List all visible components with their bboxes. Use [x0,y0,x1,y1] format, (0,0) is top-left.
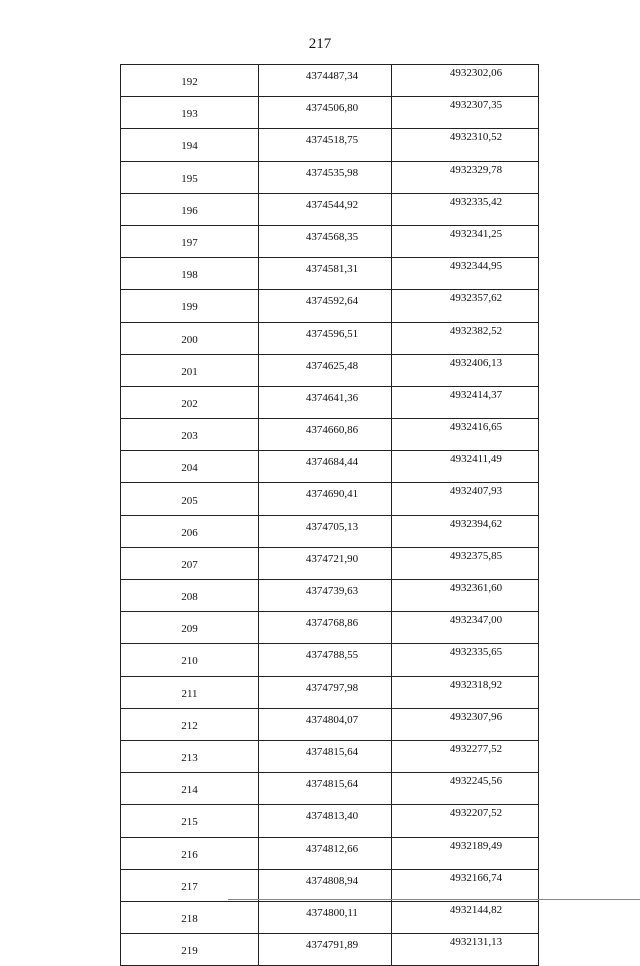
table-row [121,97,539,129]
point-number-cell: 218 [121,901,259,933]
y-coordinate-cell: 4932414,37 [392,386,539,418]
x-coordinate-cell: 4374813,40 [259,805,392,837]
x-coordinate-cell: 4374684,44 [259,451,392,483]
y-coordinate-cell: 4932344,95 [392,258,539,290]
point-number-cell: 194 [121,129,259,161]
x-coordinate-cell: 4374812,66 [259,837,392,869]
table-row [121,773,539,805]
point-number-cell: 192 [121,65,259,97]
table-row [121,258,539,290]
x-coordinate-cell: 4374815,64 [259,740,392,772]
point-number-cell: 204 [121,451,259,483]
point-number-cell: 197 [121,225,259,257]
y-coordinate-cell: 4932302,06 [392,65,539,97]
point-number-cell: 196 [121,193,259,225]
point-number-cell: 202 [121,386,259,418]
x-coordinate-cell: 4374544,92 [259,193,392,225]
y-coordinate-cell: 4932411,49 [392,451,539,483]
table-row [121,322,539,354]
table-row [121,483,539,515]
x-coordinate-cell: 4374660,86 [259,419,392,451]
point-number-cell: 213 [121,740,259,772]
table-row [121,676,539,708]
table-row [121,740,539,772]
table-row [121,354,539,386]
table-row [121,419,539,451]
table-row [121,547,539,579]
point-number-cell: 217 [121,869,259,901]
table-row [121,934,539,966]
point-number-cell: 195 [121,161,259,193]
table-row [121,65,539,97]
y-coordinate-cell: 4932357,62 [392,290,539,322]
y-coordinate-cell: 4932166,74 [392,869,539,901]
point-number-cell: 219 [121,934,259,966]
y-coordinate-cell: 4932394,62 [392,515,539,547]
x-coordinate-cell: 4374535,98 [259,161,392,193]
table-row [121,805,539,837]
x-coordinate-cell: 4374815,64 [259,773,392,805]
coordinates-table [120,64,539,966]
x-coordinate-cell: 4374625,48 [259,354,392,386]
y-coordinate-cell: 4932307,96 [392,708,539,740]
x-coordinate-cell: 4374791,89 [259,934,392,966]
x-coordinate-cell: 4374739,63 [259,580,392,612]
x-coordinate-cell: 4374506,80 [259,97,392,129]
x-coordinate-cell: 4374568,35 [259,225,392,257]
table-row [121,708,539,740]
x-coordinate-cell: 4374487,34 [259,65,392,97]
table-row [121,612,539,644]
coordinates-table-container [120,64,538,966]
table-row [121,161,539,193]
y-coordinate-cell: 4932347,00 [392,612,539,644]
point-number-cell: 212 [121,708,259,740]
y-coordinate-cell: 4932375,85 [392,547,539,579]
table-row [121,129,539,161]
x-coordinate-cell: 4374596,51 [259,322,392,354]
y-coordinate-cell: 4932207,52 [392,805,539,837]
table-row [121,901,539,933]
table-row [121,644,539,676]
y-coordinate-cell: 4932382,52 [392,322,539,354]
table-row [121,580,539,612]
x-coordinate-cell: 4374804,07 [259,708,392,740]
x-coordinate-cell: 4374800,11 [259,901,392,933]
point-number-cell: 211 [121,676,259,708]
point-number-cell: 201 [121,354,259,386]
table-row [121,837,539,869]
point-number-cell: 198 [121,258,259,290]
y-coordinate-cell: 4932245,56 [392,773,539,805]
point-number-cell: 207 [121,547,259,579]
y-coordinate-cell: 4932361,60 [392,580,539,612]
x-coordinate-cell: 4374721,90 [259,547,392,579]
y-coordinate-cell: 4932144,82 [392,901,539,933]
y-coordinate-cell: 4932335,42 [392,193,539,225]
point-number-cell: 193 [121,97,259,129]
y-coordinate-cell: 4932318,92 [392,676,539,708]
x-coordinate-cell: 4374518,75 [259,129,392,161]
bottom-scan-line [228,899,640,900]
y-coordinate-cell: 4932310,52 [392,129,539,161]
x-coordinate-cell: 4374788,55 [259,644,392,676]
point-number-cell: 200 [121,322,259,354]
point-number-cell: 210 [121,644,259,676]
y-coordinate-cell: 4932307,35 [392,97,539,129]
point-number-cell: 205 [121,483,259,515]
y-coordinate-cell: 4932335,65 [392,644,539,676]
table-row [121,515,539,547]
table-row [121,290,539,322]
y-coordinate-cell: 4932131,13 [392,934,539,966]
x-coordinate-cell: 4374690,41 [259,483,392,515]
point-number-cell: 203 [121,419,259,451]
point-number-cell: 214 [121,773,259,805]
y-coordinate-cell: 4932329,78 [392,161,539,193]
coordinates-table-body [121,65,539,966]
x-coordinate-cell: 4374797,98 [259,676,392,708]
point-number-cell: 216 [121,837,259,869]
y-coordinate-cell: 4932407,93 [392,483,539,515]
y-coordinate-cell: 4932416,65 [392,419,539,451]
x-coordinate-cell: 4374705,13 [259,515,392,547]
point-number-cell: 208 [121,580,259,612]
page-number: 217 [308,36,332,52]
y-coordinate-cell: 4932341,25 [392,225,539,257]
table-row [121,451,539,483]
y-coordinate-cell: 4932277,52 [392,740,539,772]
y-coordinate-cell: 4932406,13 [392,354,539,386]
table-row [121,869,539,901]
x-coordinate-cell: 4374592,64 [259,290,392,322]
point-number-cell: 206 [121,515,259,547]
x-coordinate-cell: 4374808,94 [259,869,392,901]
table-row [121,225,539,257]
table-row [121,386,539,418]
x-coordinate-cell: 4374641,36 [259,386,392,418]
y-coordinate-cell: 4932189,49 [392,837,539,869]
point-number-cell: 199 [121,290,259,322]
point-number-cell: 209 [121,612,259,644]
x-coordinate-cell: 4374581,31 [259,258,392,290]
point-number-cell: 215 [121,805,259,837]
table-row [121,193,539,225]
x-coordinate-cell: 4374768,86 [259,612,392,644]
